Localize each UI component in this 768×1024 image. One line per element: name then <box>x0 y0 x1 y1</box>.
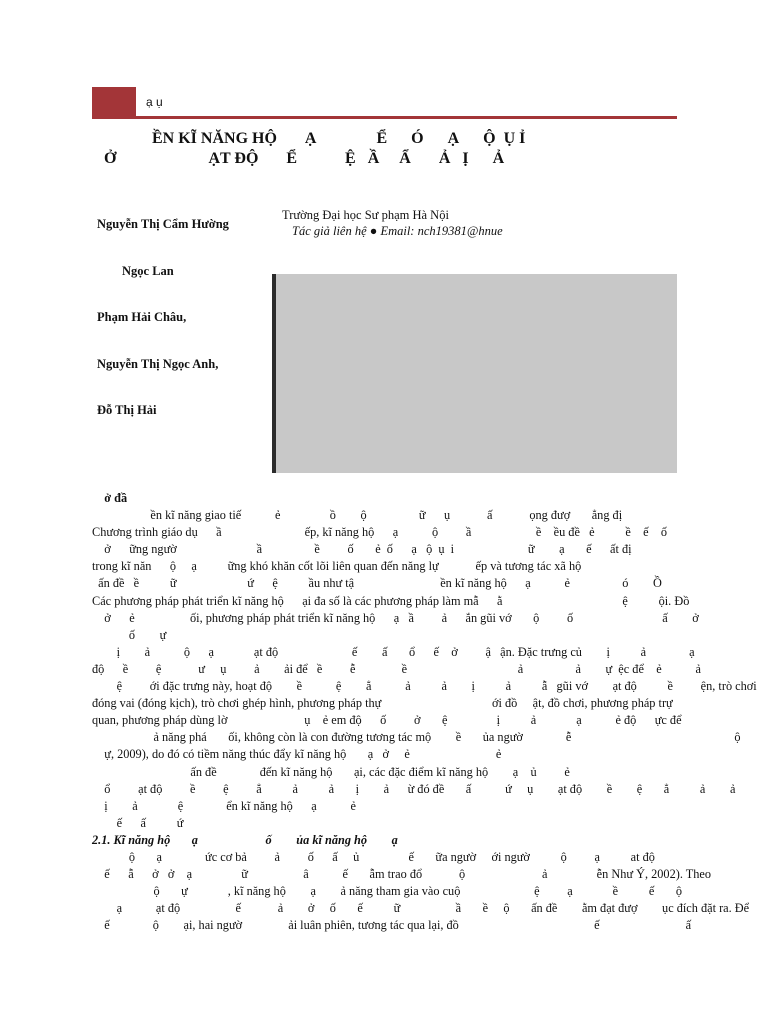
body-line: ở ững ngườ ầ ề ố ẻ ố ạ ộ ụ i ữ ạ ế ất đị <box>92 542 632 557</box>
affiliation-school: Trường Đại học Sư phạm Hà Nội <box>282 208 449 222</box>
body-line: ệ ới đặc trưng này, hoạt độ ề ệ ẳ ả ả ị ả ẫ gũi vớ ạt độ ề ện, trò chơi <box>92 679 757 694</box>
body-line: độ ề ệ ư ụ ả ải để ề ễ ề ả ả ự ệc để ẻ ả <box>92 661 701 676</box>
body-line: ế ấ ứ <box>92 815 184 830</box>
body-line: ế ẫ ở ở ạ ữ â ế ẫm trao đổ ộ ả ễn Như Ý, 2002). Theo <box>92 867 712 882</box>
paper-title-line-2: Ở ẠT ĐỘ Ể Ệ Ầ Ẩ Ả Ị Ả <box>92 150 505 167</box>
author-list <box>97 186 229 434</box>
author-name: Nguyễn Thị Cẩm Hường <box>97 217 229 231</box>
author-name: Phạm Hải Châu, <box>97 310 187 324</box>
author-name: Nguyễn Thị Ngọc Anh, <box>97 356 219 371</box>
body-line: ả năng phá ối, không còn là con đường tương tác mộ ề ủa ngườ ễ ộ <box>92 730 741 745</box>
body-line: Các phương pháp phát triển kĩ năng hộ ại đa số là các phương pháp làm mẫ ằ ệ ội. Đồ <box>92 593 690 608</box>
body-line: ị ả ệ ển kĩ năng hộ ạ ẻ <box>92 798 356 813</box>
author-name: Ngọc Lan <box>97 263 174 278</box>
journal-header-block <box>92 87 136 118</box>
paper-title-line-1: ỀN KĨ NĂNG HỘ Ạ Ể Ó Ạ Ộ Ụ Ỉ <box>92 130 526 147</box>
body-text <box>92 490 757 934</box>
body-line: đóng vai (đóng kịch), trò chơi ghép hình, phương pháp thự ới đồ ật, đồ chơi, phương pháp trự <box>92 696 673 711</box>
body-line: ở ẻ ối, phương pháp phát triển kĩ năng hộ ạ ầ ả ắn gũi vớ ộ ố ấ ở <box>92 610 699 625</box>
body-line: ộ ự , kĩ năng hộ ạ ả năng tham gia vào cuộ ệ ạ ề ế ộ <box>92 884 682 899</box>
body-line: ố ự <box>92 627 167 642</box>
body-line: ấn đề ề ữ ứ ệ ầu như tậ ền kĩ năng hộ ạ ẻ ó Ồ <box>92 576 662 591</box>
author-name: Đỗ Thị Hải <box>97 403 157 417</box>
body-line: trong kĩ năn ộ ạ ững khó khăn cốt lõi liên quan đến năng lự ếp và tương tác xã hộ <box>92 559 582 574</box>
body-line: ền kĩ năng giao tiế ẻ ồ ộ ữ ụ ấ ọng đượ ẳng đị <box>92 508 623 523</box>
body-line: ấn đề đến kĩ năng hộ ại, các đặc điểm kĩ năng hộ ạ ủ ẻ <box>92 764 570 779</box>
journal-header-label: ạ ụ <box>146 95 163 109</box>
body-line: ổ ạt độ ề ệ ẳ ả ả ị ả ừ đó đề ấ ứ ụ ạt độ ề ệ ẳ ả ả <box>92 781 736 796</box>
body-line: ế ộ ại, hai ngườ ải luân phiên, tương tác qua lại, đồ ế ấ <box>92 918 692 933</box>
journal-header-rule <box>92 116 677 119</box>
affiliation <box>282 208 503 239</box>
subsection-heading: 2.1. Kĩ năng hộ ạ ố ủa kĩ năng hộ ạ <box>92 832 398 847</box>
body-line: Chương trình giáo dụ ầ ếp, kĩ năng hộ ạ ộ ầ ề ều đề ẻ ề ế ố <box>92 525 667 540</box>
body-line: ị ả ộ ạ ạt độ ế ấ ổ ế ở ậ ận. Đặc trưng củ ị ả ạ <box>92 644 695 659</box>
body-line: ạ ạt độ ế ả ở ố ế ữ ầ ề ộ ấn đề ằm đạt đượ ục đích đặt ra. Để <box>92 901 750 916</box>
section-heading: ở đầ <box>92 491 128 505</box>
body-line: ự, 2009), do đó có tiềm năng thúc đẩy kĩ năng hộ ạ ở ẻ ẻ <box>92 747 502 762</box>
body-line: quan, phương pháp dùng lờ ụ ẻ em độ ố ở ệ ị ả ạ ẻ độ ực để <box>92 713 682 728</box>
body-line: ộ ạ ức cơ bả ả ố ấ ủ ế ữa ngườ ới ngườ ộ ạ at độ <box>92 849 655 864</box>
corresponding-author-email: Tác giả liên hệ ● Email: nch19381@hnue <box>292 223 503 238</box>
abstract-box <box>276 274 677 473</box>
